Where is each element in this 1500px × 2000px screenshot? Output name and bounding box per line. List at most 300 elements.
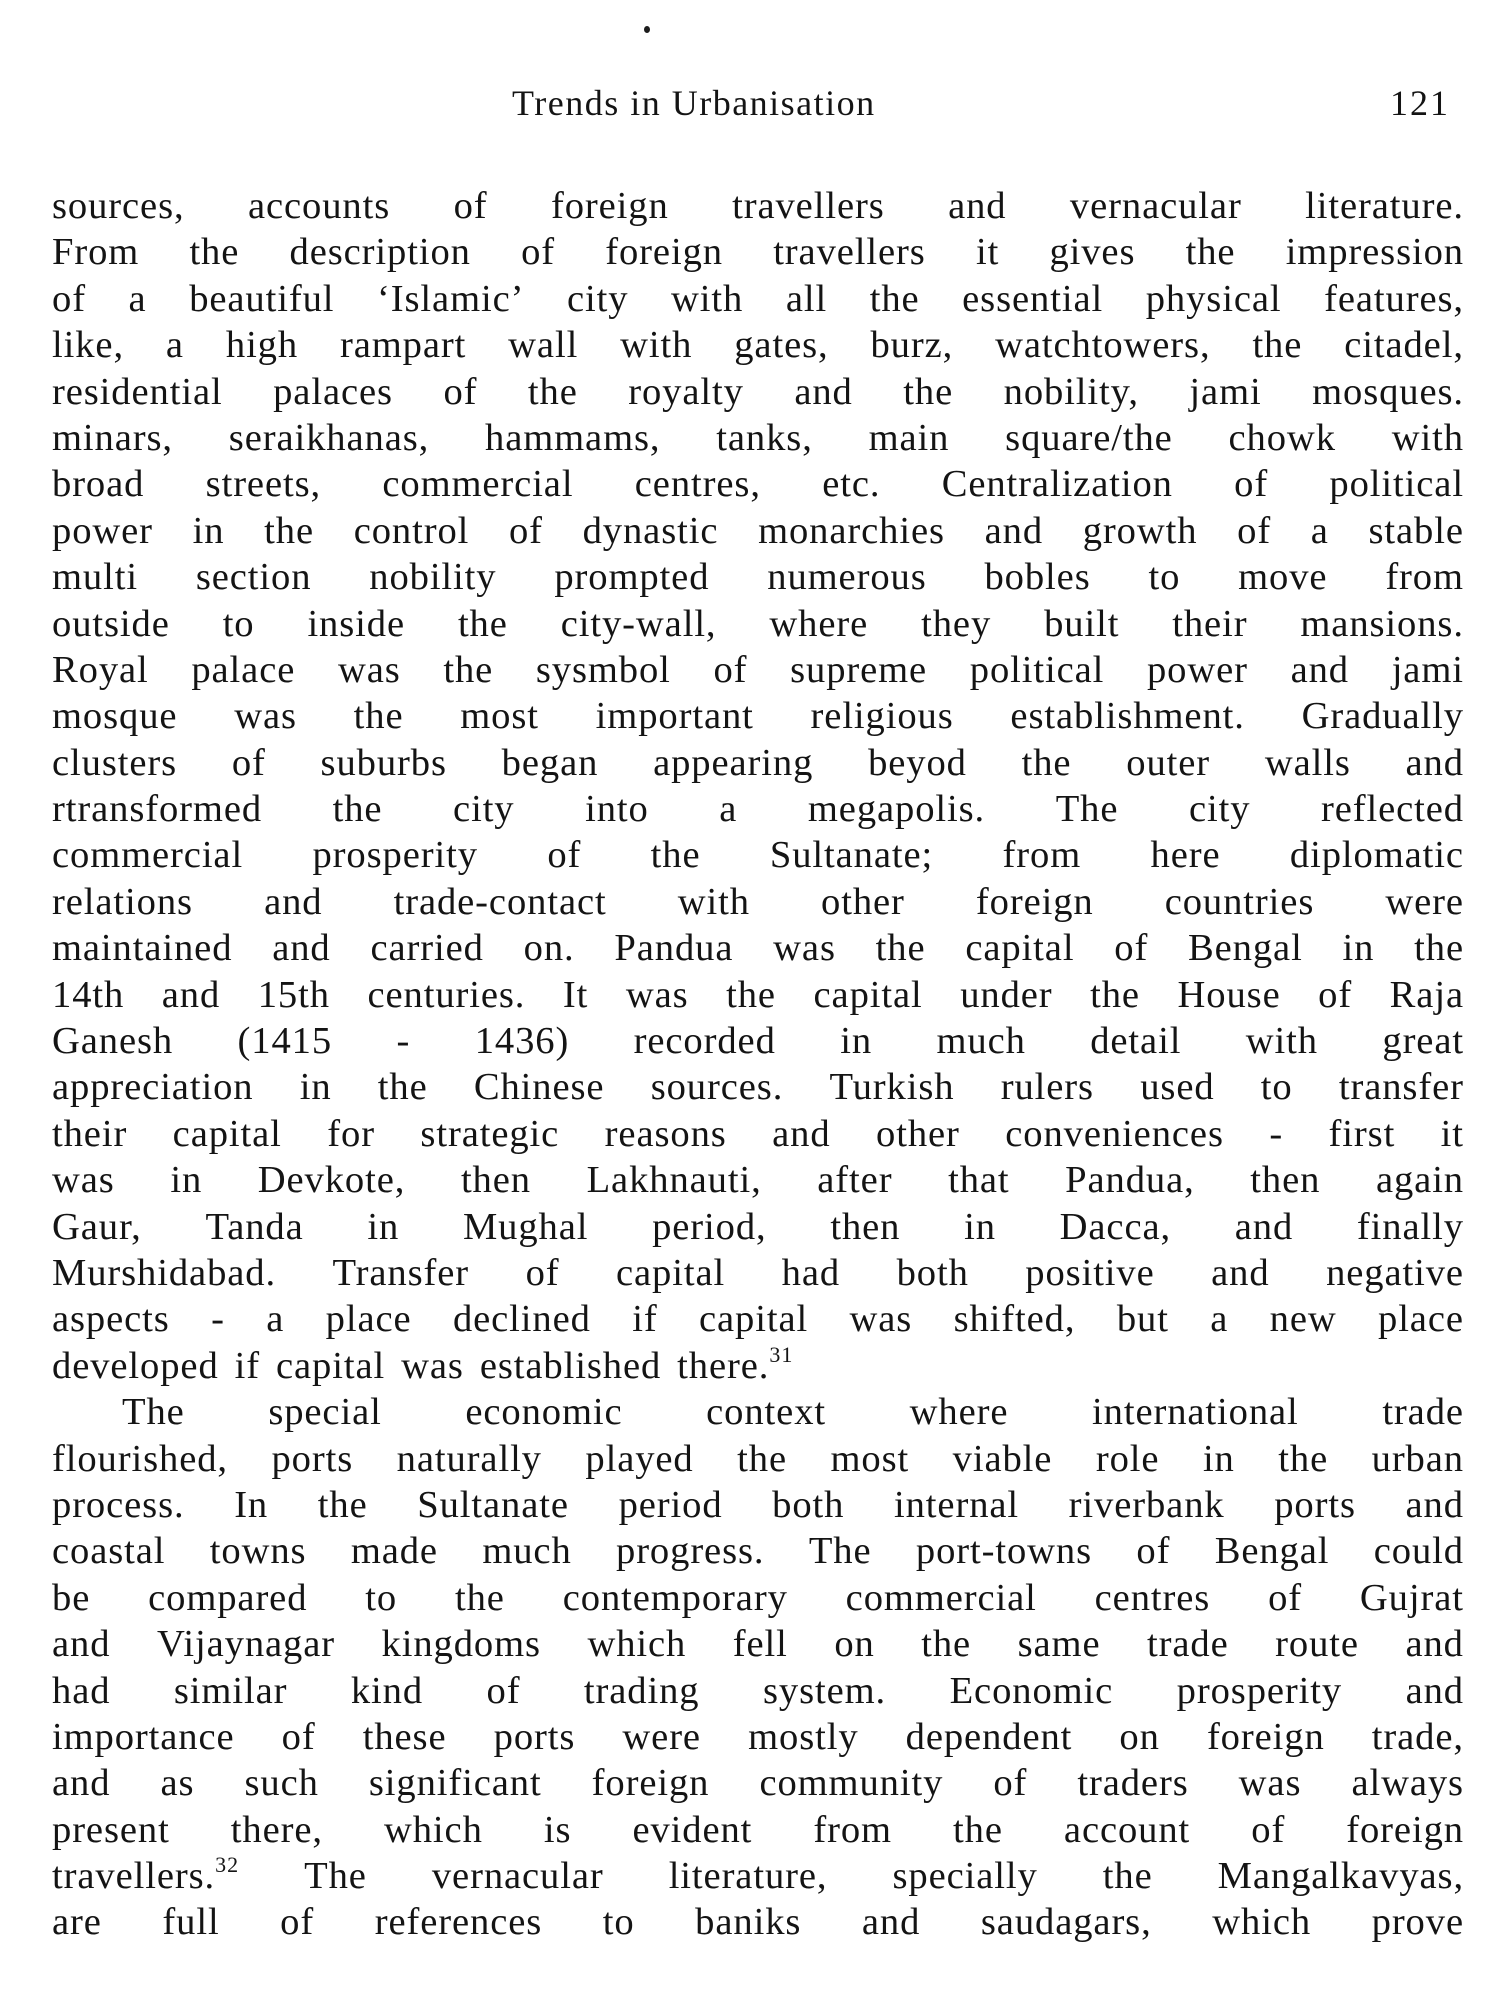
word: Pandua, bbox=[1065, 1159, 1195, 1202]
text-line bbox=[52, 1853, 1464, 1899]
word: similar bbox=[173, 1669, 288, 1712]
word: kingdoms bbox=[381, 1623, 541, 1666]
word: Vijaynagar bbox=[156, 1623, 335, 1666]
word: was bbox=[234, 695, 297, 738]
word: full bbox=[162, 1901, 220, 1944]
word: outer bbox=[1126, 741, 1211, 784]
word: in bbox=[192, 509, 225, 552]
word: features, bbox=[1324, 277, 1464, 320]
footnote-marker: 32 bbox=[215, 1853, 240, 1878]
word: the bbox=[1185, 231, 1236, 274]
word: numerous bbox=[767, 556, 927, 599]
word: there.$^{31}$ bbox=[677, 1342, 794, 1387]
word: Devkote, bbox=[257, 1159, 406, 1202]
word: naturally bbox=[396, 1437, 542, 1480]
word: with bbox=[620, 324, 693, 367]
word: port-towns bbox=[915, 1530, 1093, 1573]
word: trading bbox=[583, 1669, 700, 1712]
word: mostly bbox=[748, 1715, 859, 1758]
word: and bbox=[1234, 1205, 1294, 1248]
word: main bbox=[868, 416, 950, 459]
word: 14th bbox=[52, 973, 125, 1016]
word: Bengal bbox=[1188, 927, 1303, 970]
text-line bbox=[52, 1714, 1464, 1760]
text-line bbox=[52, 1064, 1464, 1110]
word: trade, bbox=[1371, 1715, 1464, 1758]
word: of bbox=[525, 1251, 560, 1294]
word: to bbox=[602, 1901, 635, 1944]
word: for bbox=[327, 1112, 375, 1155]
word: Mangalkavyas, bbox=[1217, 1855, 1464, 1898]
word: jami bbox=[1391, 648, 1464, 691]
word: establishment. bbox=[1010, 695, 1245, 738]
text-line bbox=[52, 1575, 1464, 1621]
word: most bbox=[460, 695, 539, 738]
word: and bbox=[1290, 648, 1349, 691]
word: recorded bbox=[633, 1020, 776, 1063]
word: negative bbox=[1326, 1251, 1464, 1294]
word: palace bbox=[191, 648, 296, 691]
word: sources. bbox=[650, 1066, 784, 1109]
word: the bbox=[1252, 324, 1303, 367]
word: in bbox=[964, 1205, 996, 1248]
word: saudagars, bbox=[980, 1901, 1152, 1944]
word: as bbox=[160, 1762, 195, 1805]
scan-speck bbox=[644, 26, 650, 33]
word: specially bbox=[892, 1855, 1038, 1898]
word: and bbox=[948, 185, 1007, 227]
text-line bbox=[52, 832, 1464, 878]
text-line bbox=[52, 1760, 1464, 1806]
word: of bbox=[1136, 1530, 1171, 1573]
text-line bbox=[52, 415, 1464, 461]
word: strategic bbox=[420, 1112, 560, 1155]
word: of bbox=[486, 1669, 521, 1712]
word: In bbox=[234, 1483, 269, 1526]
word: gates, bbox=[734, 324, 829, 367]
word: foreign bbox=[1346, 1808, 1464, 1851]
word: of bbox=[547, 834, 582, 877]
word: literature. bbox=[1305, 185, 1464, 227]
word: sysmbol bbox=[535, 648, 671, 691]
word: city bbox=[453, 788, 515, 831]
word: of bbox=[1251, 1808, 1286, 1851]
word: Murshidabad. bbox=[52, 1251, 277, 1294]
word: began bbox=[501, 741, 599, 784]
word: the bbox=[264, 509, 314, 552]
word: other bbox=[821, 880, 905, 923]
word: political bbox=[969, 648, 1105, 691]
word: centuries. bbox=[367, 973, 526, 1016]
word: conveniences bbox=[1005, 1112, 1224, 1155]
word: here bbox=[1150, 834, 1221, 877]
word: the bbox=[332, 788, 383, 831]
word: 15th bbox=[257, 973, 330, 1016]
word: high bbox=[225, 324, 299, 367]
text-line bbox=[52, 229, 1464, 275]
word: period bbox=[618, 1483, 723, 1526]
word: of bbox=[1237, 509, 1272, 552]
word: the bbox=[527, 370, 578, 413]
word: to bbox=[1260, 1066, 1293, 1109]
word: but bbox=[1116, 1298, 1169, 1341]
word: capital bbox=[965, 927, 1075, 970]
word: physical bbox=[1145, 277, 1282, 320]
word: dependent bbox=[905, 1715, 1073, 1758]
text-line bbox=[52, 322, 1464, 368]
word: to bbox=[222, 602, 255, 645]
word: the bbox=[455, 1576, 505, 1619]
word: wall bbox=[508, 324, 579, 367]
text-line bbox=[52, 1389, 1464, 1435]
word: much bbox=[936, 1020, 1026, 1063]
word: account bbox=[1063, 1808, 1191, 1851]
word: built bbox=[1044, 602, 1120, 645]
word: finally bbox=[1356, 1205, 1464, 1248]
word: of bbox=[280, 1901, 315, 1944]
word: again bbox=[1375, 1159, 1464, 1202]
word: period, bbox=[652, 1205, 767, 1248]
word: capital bbox=[172, 1112, 282, 1155]
word: urban bbox=[1371, 1437, 1464, 1480]
word: 1436) bbox=[474, 1020, 570, 1063]
word: they bbox=[921, 602, 992, 645]
word: important bbox=[595, 695, 754, 738]
page-header bbox=[0, 78, 1500, 128]
word: are bbox=[52, 1901, 102, 1944]
word: tanks, bbox=[716, 416, 813, 459]
word: beyod bbox=[868, 741, 967, 784]
word: in bbox=[1342, 927, 1375, 970]
word: gives bbox=[1049, 231, 1136, 274]
text-line bbox=[52, 183, 1464, 229]
word: royalty bbox=[628, 370, 744, 413]
word: with bbox=[1391, 416, 1464, 459]
word: commercial bbox=[52, 834, 244, 877]
word: trade bbox=[1147, 1623, 1229, 1666]
word: of bbox=[713, 648, 748, 691]
word: significant bbox=[368, 1762, 542, 1805]
text-line bbox=[52, 1111, 1464, 1157]
word: commercial bbox=[845, 1576, 1037, 1619]
word: on. bbox=[523, 927, 575, 970]
word: which bbox=[1212, 1901, 1312, 1944]
word: control bbox=[353, 509, 470, 552]
word: if bbox=[234, 1344, 261, 1387]
word: a bbox=[165, 324, 184, 367]
word: a bbox=[719, 788, 738, 831]
word: were bbox=[622, 1715, 701, 1758]
footnote-marker: 31 bbox=[769, 1342, 794, 1367]
word: other bbox=[876, 1112, 960, 1155]
word: stable bbox=[1368, 509, 1464, 552]
word: Pandua bbox=[614, 927, 734, 970]
word: place bbox=[325, 1298, 412, 1341]
text-line bbox=[52, 740, 1464, 786]
word: then bbox=[460, 1159, 531, 1202]
word: dynastic bbox=[582, 509, 719, 552]
word: vernacular bbox=[431, 1855, 604, 1898]
word: megapolis. bbox=[807, 788, 986, 831]
word: hammams, bbox=[485, 416, 661, 459]
text-line bbox=[52, 461, 1464, 507]
word: the bbox=[953, 1808, 1003, 1851]
word: present bbox=[52, 1808, 170, 1851]
word: all bbox=[785, 277, 828, 320]
word: international bbox=[1092, 1391, 1299, 1434]
text-line bbox=[52, 925, 1464, 971]
word: power bbox=[52, 509, 153, 552]
word: shifted, bbox=[953, 1298, 1076, 1341]
word: positive bbox=[1025, 1251, 1155, 1294]
word: detail bbox=[1090, 1020, 1182, 1063]
word: burz, bbox=[870, 324, 954, 367]
word: of bbox=[1318, 973, 1353, 1016]
word: in bbox=[840, 1020, 873, 1063]
word: of bbox=[52, 277, 86, 320]
word: and bbox=[264, 880, 323, 923]
word: Turkish bbox=[829, 1066, 955, 1109]
word: maintained bbox=[52, 927, 233, 970]
word: mosques. bbox=[1312, 370, 1464, 413]
word: suburbs bbox=[320, 741, 447, 784]
word: reasons bbox=[604, 1112, 727, 1155]
word: process. bbox=[52, 1483, 185, 1526]
word: beautiful bbox=[189, 277, 335, 320]
word: had bbox=[781, 1251, 841, 1294]
word: and bbox=[1405, 1623, 1464, 1666]
word: of bbox=[281, 1715, 316, 1758]
word: - bbox=[1269, 1112, 1284, 1155]
text-line bbox=[52, 508, 1464, 554]
word: foreign bbox=[591, 1762, 710, 1805]
text-line bbox=[52, 1621, 1464, 1667]
word: prove bbox=[1371, 1901, 1464, 1944]
word: The bbox=[122, 1391, 185, 1434]
text-line bbox=[52, 369, 1464, 415]
word: nobility, bbox=[1003, 370, 1139, 413]
word: was bbox=[625, 973, 689, 1016]
word: the bbox=[317, 1483, 368, 1526]
word: both bbox=[772, 1483, 845, 1526]
text-line bbox=[52, 1018, 1464, 1064]
word: prosperity bbox=[312, 834, 478, 877]
word: declined bbox=[452, 1298, 591, 1341]
word: in bbox=[367, 1205, 400, 1248]
word: of bbox=[1114, 927, 1149, 970]
word: Gradually bbox=[1301, 695, 1464, 738]
word: ports bbox=[1274, 1483, 1356, 1526]
word: square/the bbox=[1005, 416, 1173, 459]
text-line bbox=[52, 1204, 1464, 1250]
word: - bbox=[211, 1298, 225, 1341]
word: move bbox=[1238, 556, 1328, 599]
word: where bbox=[769, 602, 869, 645]
word: Transfer bbox=[332, 1251, 470, 1294]
word: viable bbox=[952, 1437, 1053, 1480]
word: is bbox=[543, 1808, 572, 1851]
word: such bbox=[244, 1762, 319, 1805]
word: coastal bbox=[52, 1530, 166, 1573]
word: supreme bbox=[790, 648, 928, 691]
word: the bbox=[1021, 741, 1072, 784]
word: both bbox=[896, 1251, 969, 1294]
word: political bbox=[1329, 463, 1464, 506]
word: were bbox=[1385, 880, 1464, 923]
word: baniks bbox=[695, 1901, 802, 1944]
word: description bbox=[289, 231, 471, 274]
word: role bbox=[1095, 1437, 1160, 1480]
word: their bbox=[52, 1112, 128, 1155]
word: appearing bbox=[653, 741, 814, 784]
word: inside bbox=[307, 602, 405, 645]
word: used bbox=[1140, 1066, 1215, 1109]
word: and bbox=[772, 1112, 831, 1155]
word: etc. bbox=[822, 463, 881, 506]
text-line bbox=[52, 1482, 1464, 1528]
word: and bbox=[52, 1762, 111, 1805]
word: watchtowers, bbox=[995, 324, 1211, 367]
word: on bbox=[1119, 1715, 1160, 1758]
word: was bbox=[401, 1344, 464, 1387]
word: chowk bbox=[1228, 416, 1336, 459]
word: it bbox=[975, 231, 1000, 274]
word: then bbox=[1250, 1159, 1321, 1202]
word: with bbox=[671, 277, 744, 320]
word: appreciation bbox=[52, 1066, 254, 1109]
word: mansions. bbox=[1300, 602, 1464, 645]
word: the bbox=[903, 370, 954, 413]
text-line bbox=[52, 1296, 1464, 1342]
word: riverbank bbox=[1068, 1483, 1225, 1526]
word: Centralization bbox=[941, 463, 1173, 506]
text-line bbox=[52, 554, 1464, 600]
word: and bbox=[1405, 741, 1464, 784]
word: progress. bbox=[616, 1530, 765, 1573]
word: essential bbox=[962, 277, 1104, 320]
word: It bbox=[562, 973, 589, 1016]
word: trade-contact bbox=[393, 880, 607, 923]
word: then bbox=[830, 1205, 901, 1248]
word: travellers bbox=[773, 231, 926, 274]
word: The bbox=[808, 1530, 872, 1573]
word: rulers bbox=[1000, 1066, 1094, 1109]
word: transfer bbox=[1338, 1066, 1464, 1109]
word: Gujrat bbox=[1359, 1576, 1464, 1619]
word: same bbox=[1017, 1623, 1101, 1666]
word: kind bbox=[350, 1669, 424, 1712]
word: with bbox=[1245, 1020, 1318, 1063]
word: the bbox=[1414, 927, 1464, 970]
word: - bbox=[396, 1020, 411, 1063]
word: of bbox=[1268, 1576, 1303, 1619]
word: from bbox=[1002, 834, 1082, 877]
word: a bbox=[266, 1298, 285, 1341]
body-text bbox=[52, 183, 1464, 1946]
word: outside bbox=[52, 602, 170, 645]
word: capital bbox=[813, 973, 923, 1016]
word: Chinese bbox=[473, 1066, 605, 1109]
word: was bbox=[337, 648, 401, 691]
text-line bbox=[52, 1157, 1464, 1203]
word: aspects bbox=[52, 1298, 170, 1341]
word: and bbox=[794, 370, 853, 413]
word: the bbox=[1102, 1855, 1153, 1898]
word: residential bbox=[52, 370, 223, 413]
word: traders bbox=[1077, 1762, 1189, 1805]
word: a bbox=[1210, 1298, 1229, 1341]
word: Mughal bbox=[462, 1205, 589, 1248]
word: power bbox=[1146, 648, 1248, 691]
word: sources, bbox=[52, 185, 185, 227]
word: always bbox=[1351, 1762, 1464, 1805]
text-line bbox=[52, 1807, 1464, 1853]
word: from bbox=[1385, 556, 1464, 599]
word: of bbox=[453, 185, 488, 227]
word: foreign bbox=[605, 231, 723, 274]
word: House bbox=[1177, 973, 1281, 1016]
word: was bbox=[1238, 1762, 1302, 1805]
word: community bbox=[759, 1762, 944, 1805]
word: mosque bbox=[52, 695, 178, 738]
word: and bbox=[161, 973, 221, 1016]
word: the bbox=[921, 1623, 972, 1666]
word: city bbox=[1188, 788, 1251, 831]
word: Gaur, bbox=[52, 1205, 142, 1248]
word: From bbox=[52, 231, 140, 274]
word: impression bbox=[1285, 231, 1464, 274]
word: context bbox=[706, 1391, 827, 1434]
text-line bbox=[52, 601, 1464, 647]
word: religious bbox=[810, 695, 954, 738]
word: section bbox=[195, 556, 312, 599]
word: evident bbox=[632, 1808, 753, 1851]
text-line bbox=[52, 693, 1464, 739]
word: Tanda bbox=[205, 1205, 304, 1248]
word: Dacca, bbox=[1059, 1205, 1172, 1248]
text-line bbox=[52, 879, 1464, 925]
word: literature, bbox=[668, 1855, 828, 1898]
word: city bbox=[566, 277, 629, 320]
word: internal bbox=[894, 1483, 1020, 1526]
word: streets, bbox=[205, 463, 322, 506]
word: The bbox=[1055, 788, 1119, 831]
word: a bbox=[128, 277, 147, 320]
word: to bbox=[1148, 556, 1181, 599]
word: much bbox=[482, 1530, 572, 1573]
word: to bbox=[365, 1576, 398, 1619]
word: Economic bbox=[949, 1669, 1114, 1712]
word: economic bbox=[465, 1391, 623, 1434]
word: multi bbox=[52, 556, 138, 599]
word: capital bbox=[698, 1298, 809, 1341]
text-line bbox=[52, 972, 1464, 1018]
word: countries bbox=[1164, 880, 1315, 923]
word: accounts bbox=[247, 185, 391, 227]
word: ports bbox=[493, 1715, 576, 1758]
word: prosperity bbox=[1176, 1669, 1343, 1712]
word: great bbox=[1382, 1020, 1464, 1063]
word: was bbox=[849, 1298, 913, 1341]
word: rtransformed bbox=[52, 788, 263, 831]
word: foreign bbox=[550, 185, 669, 227]
word: importance bbox=[52, 1715, 235, 1758]
text-line bbox=[52, 1436, 1464, 1482]
text-line bbox=[52, 1250, 1464, 1296]
word: their bbox=[1172, 602, 1248, 645]
word: trade bbox=[1382, 1391, 1464, 1434]
word: the bbox=[650, 834, 701, 877]
